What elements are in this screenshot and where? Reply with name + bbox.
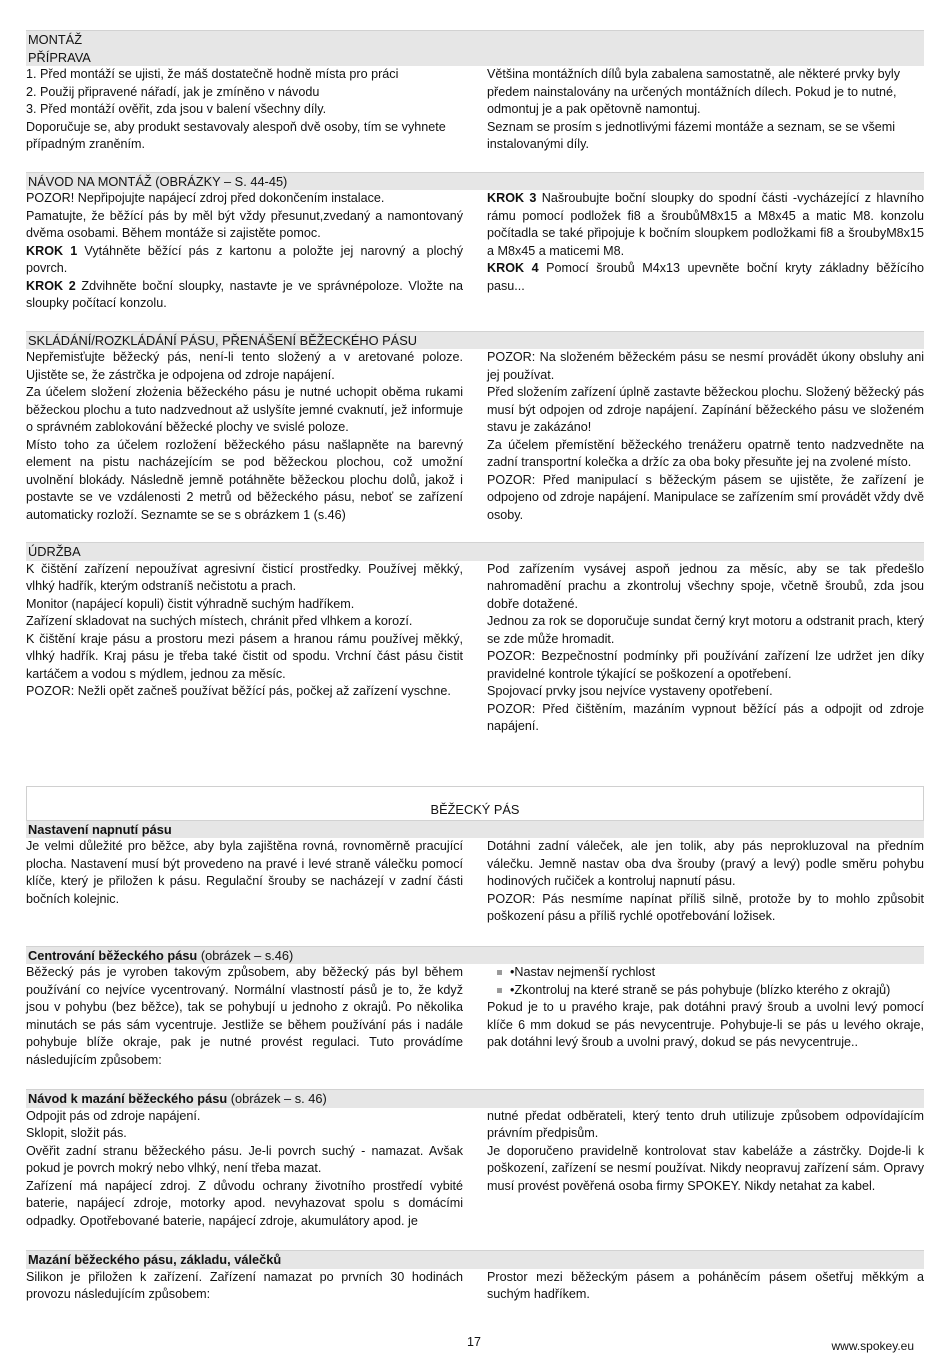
text-paragraph: Jednou za rok se doporučuje sundat černý kryt motoru a odstranit prach, který se zde může hromadit. [487,614,924,646]
right-column [487,561,924,736]
text-paragraph: Seznam se prosím s jednotlivými fázemi montáže a seznam, se se všemi instalovanými díly. [487,119,896,151]
bullet-item [487,982,924,1000]
text-paragraph: Je doporučeno pravidelně kontrolovat stav kabeláže a zástrčky. Dojde-li k poškození, zařízení se nesmí používat. Nikdy neopravuj zařízení sám. Opravy musí provést pověřená osoba firmy SPOKEY. Nikdy netahat za kabel. [487,1143,924,1193]
text-line: 2. Použij připravené nářadí, jak je zmíněno v návodu [26,84,320,99]
bullet-square-icon [497,988,502,993]
step-text: Našroubujte boční sloupky do spodní části -vycházející z hlavního rámu pomocí podložek fi8 a šroubůM8x15 a M8x45 a matic M8. konzolu počítadla se také připojuje k bočním sloupkem podložkami fi8 a šroubyM8x15 a M8x45 a maticemi M8. [487,191,924,258]
text-paragraph: POZOR: Na složeném běžeckém pásu se nesmí provádět úkony obsluhy ani jej používat. [487,350,924,382]
bullet-text: •Nastav nejmenší rychlost [510,965,656,979]
text-paragraph: POZOR! Nepřipojujte napájecí zdroj před dokončením instalace. [26,191,385,205]
left-column [26,66,463,154]
left-column [26,1269,463,1304]
section-body [26,66,924,154]
text-paragraph: Silikon je přiložen k zařízení. Zařízení namazat po prvních 30 hodinách provozu následujícím způsobem: [26,1269,463,1301]
subsection-title-mazani-navod [26,1089,924,1108]
subsection-label: Nastavení napnutí pásu [28,821,172,837]
text-paragraph: Spojovací prvky jsou nejvíce vystaveny opotřebení. [487,684,773,698]
text-paragraph: Za účelem přemístění běžeckého trenážeru opatrně tento nadzvedněte na zadní transportní kolečka a držíc za oba boky přesuňte jej na zvolené místo. [487,437,924,469]
text-paragraph: Prostor mezi běžeckým pásem a poháněcím pásem ošetřuj měkkým a suchým hadříkem. [487,1269,924,1301]
bullet-item [487,964,924,982]
text-paragraph: Nepřemisťujte běžecký pás, není-li tento složený a v aretované poloze. Ujistěte se, že zástrčka je odpojena od zdroje napájení. [26,350,463,382]
text-paragraph: POZOR: Pás nesmíme napínat příliš silně, protože by to mohlo způsobit poškození pásu a příliš rychlé opotřebování ložisek. [487,891,924,923]
section-body [26,190,924,313]
section-title-skladani: SKLÁDÁNÍ/ROZKLÁDÁNÍ PÁSU, PŘENÁŠENÍ BĚŽECKÉHO PÁSU [26,331,924,350]
section-title-udrzba: ÚDRŽBA [26,542,924,561]
text-paragraph: Většina montážních dílů byla zabalena samostatně, ale některé prvky byly předem nainstalovány na určených montážních dílech. Pokud je to nutné, odmontuj je a pak opětovně namontuj. [487,67,901,116]
text-paragraph: K čištění zařízení nepoužívat agresivní čisticí prostředky. Používej měkký, vlhký hadřík, kterým odstraníš nečistotu a prach. [26,561,463,593]
right-column [487,1269,924,1304]
right-column [487,1108,924,1231]
step-label: KROK 4 [487,261,539,275]
section-body [26,561,924,736]
right-column [487,190,924,313]
text-paragraph: POZOR: Před manipulací s běžeckým pásem se ujistěte, že zařízení je odpojeno od zdroje napájení. Manipulace se zařízením smí provádět vždy dvě osoby. [487,472,924,522]
text-paragraph: POZOR: Před čištěním, mazáním vypnout běžící pás a odpojit od zdroje napájení. [487,701,924,733]
text-paragraph: Běžecký pás je vyroben takovým způsobem, aby běžecký pás byl během používání co nejvíce vycentrovaný. Normální vlastností pásů je to, že když jsou v pohybu (bez běžce), tak se pohybují u jednoho z okrajů. Po několika minutách se pás sám vycentruje. Jestliže se během používání pás i nadále pohybuje blíže okraje, pak je nutné provést regulaci. Tuto provádíme následujícím způsobem: [26,965,463,1067]
text-paragraph: Místo toho za účelem rozložení běžeckého pásu našlapněte na barevný element na pistu nacházejícím se pod běžeckou plochou, což umožní uvolnění blokády. Následně jemně potáhněte běžeckou plochu dolů, jakož i postavte se ve vzdálenosti 2 metrů od běžeckého pásu, neboť se zařízení automaticky rozloží. Seznamte se se s obrázkem 1 (s.46) [26,437,463,522]
left-column [26,838,463,926]
bullet-text: •Zkontroluj na které straně se pás pohybuje (blízko kterého z okrajů) [510,982,891,997]
step-4 [487,260,924,295]
left-column [26,561,463,736]
step-label: KROK 3 [487,191,537,205]
right-column [487,838,924,926]
section-body [26,349,924,524]
left-column [26,349,463,524]
step-1 [26,243,463,278]
text-paragraph: Za účelem složení złożenia běžeckého pásu je nutné uchopit oběma rukami běžeckou plochu a tuto nadzvednout až uslyšíte jemné cvaknutí, jež informuje o správném zablokování běžecké plochy ve svislé poloze. [26,385,463,434]
text-paragraph: nutné předat odběrateli, který tento druh utilizuje způsobem odpovídajícím právním předpisům. [487,1108,924,1140]
step-text: Zdvihněte boční sloupky, nastavte je ve správnépoloze. Vložte na sloupky počítací konzolu. [26,278,463,310]
text-paragraph: Pokud je to u pravého kraje, pak dotáhni pravý šroub a uvolni levý pomocí klíče 6 mm dokud se pás nevycentruje. Pohybuje-li se pás u levého okraje, pak dotáhni levý šroub a uvolni pravý, dokud se pás nevycentruje.. [487,1000,924,1049]
text-line: Odpojit pás od zdroje napájení. [26,1108,201,1123]
left-column [26,190,463,313]
text-paragraph: Před složením zařízení úplně zastavte běžeckou plochu. Složený běžecký pás musí být odpojen od zdroje napájení. Zapínání běžeckého pásu ve složeném stavu je zakázáno! [487,385,924,434]
section-title-montaz: MONTÁŽ [26,30,924,49]
section-subtitle-priprava: PŘÍPRAVA [26,49,924,67]
section-title-navod: NÁVOD NA MONTÁŽ (OBRÁZKY – S. 44-45) [26,172,924,191]
right-column [487,964,924,1069]
text-paragraph: Zařízení má napájecí zdroj. Z důvodu ochrany životního prostředí vybité baterie, napájecí zdroje, motorky apod. nevyhazovat spolu s domácími odpadky. Opotřebované baterie, napájecí zdroje, akumulátory apod. je [26,1178,463,1228]
subsection-title-mazani-zakladu [26,1250,924,1269]
left-column [26,964,463,1069]
step-3 [487,190,924,260]
subsection-ref: (obrázek – s. 46) [227,1091,327,1106]
page-number: 17 [467,1335,481,1349]
text-paragraph: POZOR: Bezpečnostní podmínky při používání zařízení lze udržet jen díky pravidelné kontrole týkající se poškození a opotřebení. [487,649,924,681]
text-line: Sklopit, složit pás. [26,1126,127,1140]
text-paragraph: K čištění kraje pásu a prostoru mezi pásem a hranou rámu používej měkký, vlhký hadřík. Kraj pásu je třeba také čistit od spodu. Vrchní část pásu čistit kartáčem a vodou s mýdlem, jednou za měsíc. [26,631,463,681]
subsection-label: Centrování běžeckého pásu [28,947,198,963]
subsection-label: Mazání běžeckého pásu, základu, válečků [28,1252,282,1267]
step-2 [26,278,463,313]
subsection-title-napnuti [26,820,924,839]
section-body [26,838,924,926]
website-url: www.spokey.eu [831,1339,914,1353]
text-paragraph: Je velmi důležité pro běžce, aby byla zajištěna rovná, rovnoměrně pracující plocha. Nastavení musí být provedeno na pravé i levé straně válečku pomocí klíče, který je přiložen k pásu. Regulační šrouby se nacházejí v zadní části bočních kolejnic. [26,839,463,906]
step-label: KROK 2 [26,278,76,293]
section-title-bezecky-pas: BĚŽECKÝ PÁS [26,786,924,820]
text-paragraph: Monitor (napájecí kopuli) čistit výhradně suchým hadříkem. [26,596,355,611]
text-paragraph: POZOR: Nežli opět začneš používat běžící pás, počkej až zařízení vyschne. [26,684,451,698]
subsection-label: Návod k mazání běžeckého pásu [28,1091,228,1106]
bullet-square-icon [497,970,502,975]
left-column [26,1108,463,1231]
step-label: KROK 1 [26,243,78,258]
step-text: Pomocí šroubů M4x13 upevněte boční kryty základny běžícího pasu... [487,261,924,293]
text-paragraph: Doporučuje se, aby produkt sestavovaly alespoň dvě osoby, tím se vyhnete případným zraněním. [26,119,446,151]
section-body [26,1269,924,1304]
text-paragraph: Ověřit zadní stranu běžeckého pásu. Je-li povrch suchý - namazat. Avšak pokud je povrch mokrý nebo vlhký, není třeba mazat. [26,1143,463,1175]
step-text: Vytáhněte běžící pás z kartonu a položte jej narovný a plochý povrch. [26,243,463,275]
text-line: 3. Před montáží ověřit, zda jsou v balení všechny díly. [26,102,327,116]
right-column [487,66,924,154]
manual-page [26,30,924,1304]
section-body [26,1108,924,1231]
text-line: 1. Před montáží se ujisti, že máš dostatečně hodně místa pro práci [26,67,399,81]
text-paragraph: Zařízení skladovat na suchých místech, chránit před vlhkem a korozí. [26,614,413,628]
text-paragraph: Pamatujte, že běžící pás by měl být vždy přesunut,zvedaný a namontovaný dvěma osobami. Během montáže si zajistěte pomoc. [26,208,463,240]
subsection-title-centrovani [26,946,924,965]
subsection-ref: (obrázek – s.46) [197,947,294,963]
section-body [26,964,924,1069]
text-paragraph: Pod zařízením vysávej aspoň jednou za měsíc, aby se tak předešlo nahromadění prachu a zkontroluj všechny spoje, včetně šroubů, zda jsou dobře dotažené. [487,561,924,611]
right-column [487,349,924,524]
text-paragraph: Dotáhni zadní váleček, ale jen tolik, aby pás neprokluzoval na předním válečku. Jemně nastav oba dva šrouby (pravý a levý) podle směru pohybu hodinových ručiček a kontroluj napnutí pásu. [487,839,924,888]
